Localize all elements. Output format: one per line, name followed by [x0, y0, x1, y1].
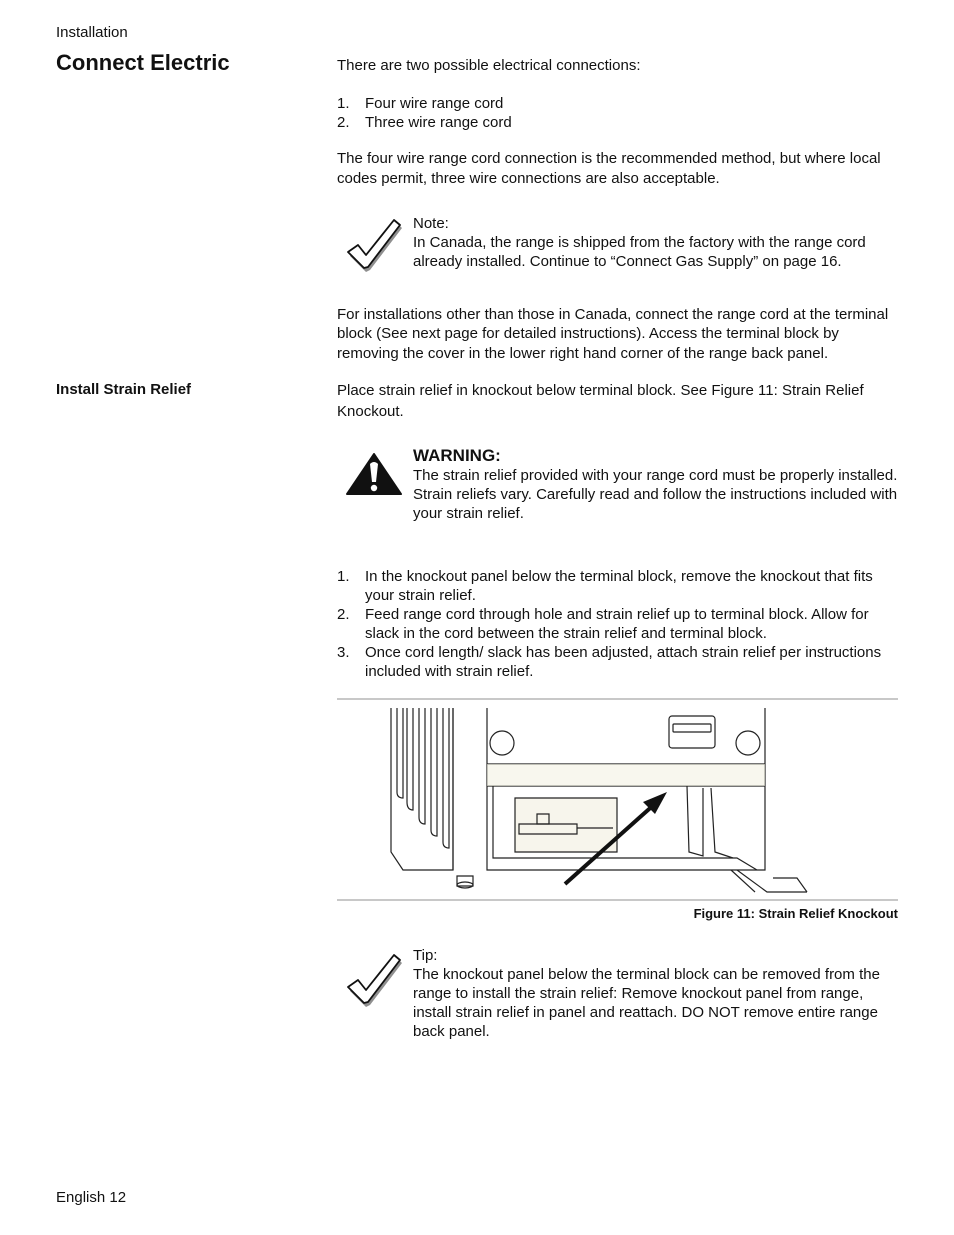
list-number: 2. [337, 114, 350, 131]
page-title: Connect Electric [56, 50, 230, 75]
tip-box [413, 946, 899, 1041]
list-text: Four wire range cord [365, 95, 504, 112]
list-text: Feed range cord through hole and strain relief up to terminal block. Allow for slack in the cord between the strain relief and terminal block. [365, 606, 869, 642]
list-item [337, 567, 899, 605]
warning-box [413, 445, 899, 523]
list-text: Once cord length/ slack has been adjusted, attach strain relief per instructions included with strain relief. [365, 644, 882, 680]
connection-options-list [337, 94, 899, 132]
list-number: 3. [337, 644, 350, 661]
figure-bottom-rule [337, 899, 898, 901]
note-text: In Canada, the range is shipped from the factory with the range cord already installed. Continue to “Connect Gas Supply” on page 16. [413, 234, 866, 270]
list-item [337, 113, 899, 132]
list-number: 1. [337, 568, 350, 585]
list-item [337, 605, 899, 643]
recommendation-text: The four wire range cord connection is the recommended method, but where local codes permit, three wire connections are also acceptable. [337, 150, 881, 187]
intro-text: There are two possible electrical connections: [337, 57, 641, 74]
warning-label: WARNING: [413, 446, 501, 465]
warning-text-1: The strain relief provided with your range cord must be properly installed. [413, 467, 898, 484]
strain-relief-text: Place strain relief in knockout below terminal block. See Figure 11: Strain Relief Knockout. [337, 382, 864, 420]
list-text: Three wire range cord [365, 114, 512, 131]
tip-label: Tip: [413, 947, 438, 964]
section-header: Installation [56, 24, 128, 41]
note-box [413, 214, 899, 271]
list-number: 1. [337, 95, 350, 112]
figure-caption: Figure 11: Strain Relief Knockout [693, 906, 898, 921]
figure-top-rule [337, 698, 898, 700]
tip-text: The knockout panel below the terminal block can be removed from the range to install the strain relief: Remove knockout panel from range, install strain relief in panel and reattach. DO NOT remove entire range back panel. [413, 966, 880, 1040]
warning-text-2: Strain reliefs vary. Carefully read and follow the instructions included with your strain relief. [413, 486, 898, 522]
note-label: Note: [413, 215, 449, 232]
strain-relief-heading: Install Strain Relief [56, 381, 192, 398]
page-footer: English 12 [56, 1189, 127, 1206]
list-text: In the knockout panel below the terminal block, remove the knockout that fits your strain relief. [365, 568, 873, 604]
checkmark-icon [346, 218, 404, 274]
warning-icon [345, 452, 403, 496]
list-item [337, 643, 899, 681]
strain-relief-steps [337, 567, 899, 681]
list-number: 2. [337, 606, 350, 623]
list-item [337, 94, 899, 113]
checkmark-icon [346, 953, 404, 1009]
strain-relief-knockout-illustration [337, 702, 898, 898]
other-installations-text: For installations other than those in Canada, connect the range cord at the terminal block (See next page for detailed instructions). Access the terminal block by removing the cover in the lower right hand corner of the range back panel. [337, 306, 889, 362]
